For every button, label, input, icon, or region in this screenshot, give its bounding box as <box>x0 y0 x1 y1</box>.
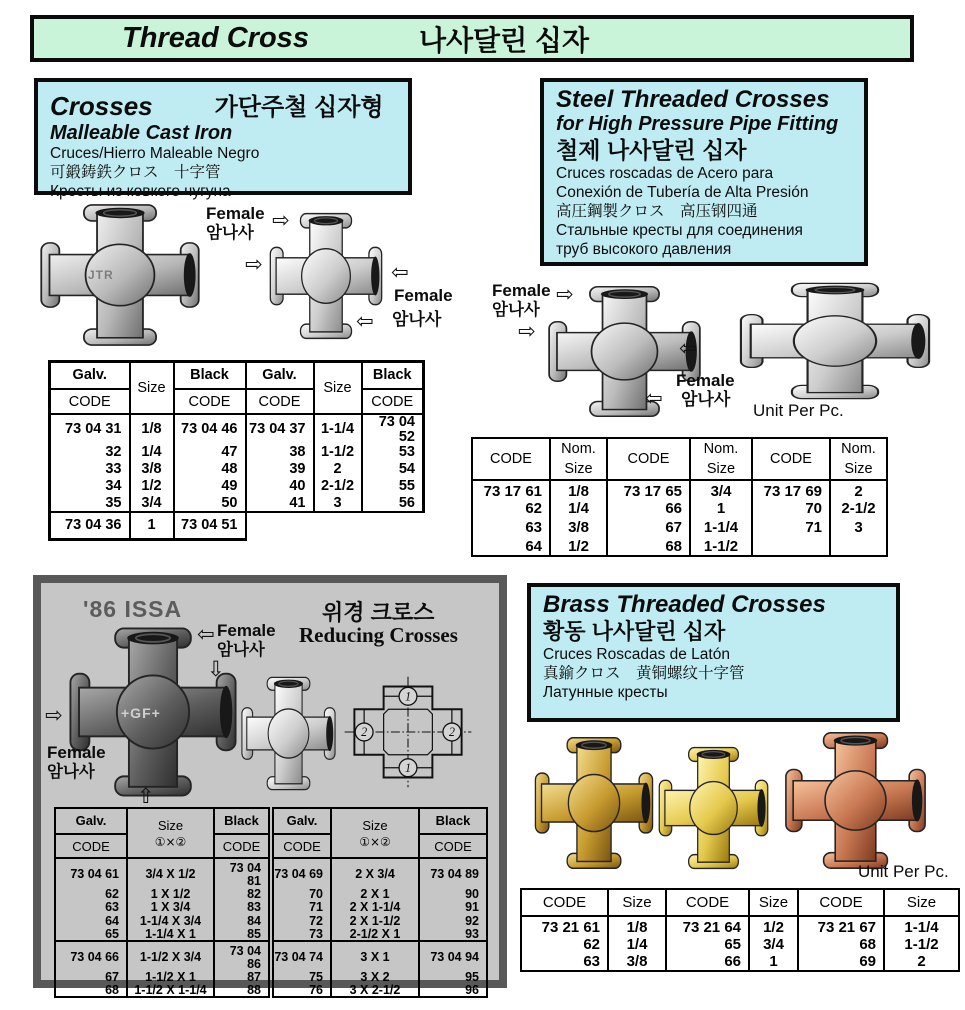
table-cell <box>362 512 424 539</box>
table-cell: 1-1/4 <box>314 414 362 444</box>
table-cell: 73 17 61 <box>472 480 550 499</box>
photo-gf-marking: +GF+ <box>121 705 161 721</box>
female-label: Female 암나사 <box>217 621 276 659</box>
brass-info-box <box>527 583 900 722</box>
reducing-spec-table <box>54 807 488 998</box>
issa-heading: '86 ISSA <box>83 596 183 622</box>
table-cell: 84 <box>214 914 271 928</box>
table-cell: 1 <box>130 512 174 539</box>
table-cell: 2-1/2 X 1 <box>331 928 419 942</box>
table-cell: 73 04 69 <box>271 858 331 887</box>
column-header: Size <box>884 889 959 916</box>
malleable-subtitle: Malleable Cast Iron <box>50 122 233 144</box>
table-cell: 92 <box>419 914 487 928</box>
arrow-left-icon: ⇦ <box>645 386 663 410</box>
malleable-line-japanese: 可鍛鋳鉄クロス 十字管 <box>50 163 221 181</box>
steel-spec-table <box>471 437 888 557</box>
brass-cross-photo-1 <box>533 735 655 871</box>
column-header: CODE <box>521 889 608 916</box>
table-cell: 73 04 31 <box>50 414 130 444</box>
column-header: Black CODE <box>174 362 246 415</box>
photo-brand-marking: JTR <box>88 268 114 282</box>
table-cell: 73 <box>271 928 331 942</box>
diagram-port-number: 2 <box>448 725 455 740</box>
column-header: Galv. CODE <box>246 362 314 415</box>
unit-per-pc-label: Unit Per Pc. <box>753 401 844 420</box>
table-cell: 1-1/2 X 1 <box>127 970 214 984</box>
table-cell: 91 <box>419 901 487 915</box>
table-cell <box>314 512 362 539</box>
column-header: Size <box>608 889 666 916</box>
steel-line-spanish-2: Conexión de Tubería de Alta Presión <box>556 184 809 202</box>
table-row <box>55 970 487 984</box>
table-cell: 3 X 1 <box>331 941 419 970</box>
table-cell: 68 <box>607 537 690 556</box>
table-cell: 55 <box>362 478 424 495</box>
table-row <box>50 512 424 539</box>
table-cell: 1-1/4 <box>884 916 959 935</box>
table-cell: 1/2 <box>749 916 798 935</box>
table-cell: 73 04 94 <box>419 941 487 970</box>
table-cell: 2 X 1-1/2 <box>331 914 419 928</box>
female-label: Female 암나사 <box>206 204 265 242</box>
page-header <box>30 15 914 62</box>
malleable-spec-table <box>48 360 425 541</box>
arrow-right-icon: ⇨ <box>556 282 574 306</box>
table-cell: 3/4 X 1/2 <box>127 858 214 887</box>
brass-cross-photo-3 <box>783 730 928 871</box>
table-cell: 63 <box>521 953 608 971</box>
steel-line-russian-2: труб высокого давления <box>556 240 732 258</box>
table-cell: 1-1/2 <box>314 444 362 461</box>
reducing-panel <box>33 575 507 997</box>
table-cell: 3 X 2 <box>331 970 419 984</box>
steel-info-box <box>540 78 868 266</box>
table-cell: 3/8 <box>550 518 607 537</box>
female-label-korean: 암나사 <box>681 390 731 409</box>
table-cell: 67 <box>607 518 690 537</box>
malleable-line-spanish: Cruces/Hierro Maleable Negro <box>50 145 260 162</box>
table-cell <box>752 537 830 556</box>
table-row <box>55 887 487 901</box>
table-cell: 62 <box>521 935 608 953</box>
table-cell: 40 <box>246 478 314 495</box>
table-cell: 68 <box>55 984 127 998</box>
column-header: Size ①×② <box>127 808 214 858</box>
table-cell: 2 <box>884 953 959 971</box>
table-cell: 73 04 66 <box>55 941 127 970</box>
table-row <box>50 414 424 444</box>
brass-spec-table <box>520 888 960 972</box>
table-cell: 73 17 65 <box>607 480 690 499</box>
table-cell: 73 21 64 <box>666 916 749 935</box>
column-header: Galv. CODE <box>50 362 130 415</box>
table-row <box>55 984 487 998</box>
arrow-left-icon: ⇦ <box>391 260 409 284</box>
table-cell: 73 21 61 <box>521 916 608 935</box>
table-cell: 73 04 36 <box>50 512 130 539</box>
table-cell <box>246 512 314 539</box>
table-cell: 2 X 1-1/4 <box>331 901 419 915</box>
female-label: Female <box>394 286 453 305</box>
table-cell: 73 04 46 <box>174 414 246 444</box>
arrow-right-icon: ⇨ <box>245 252 263 276</box>
arrow-left-icon: ⇦ <box>197 622 215 646</box>
table-cell: 41 <box>246 495 314 512</box>
table-cell: 3/8 <box>608 953 666 971</box>
column-header: Size ①×② <box>331 808 419 858</box>
table-cell: 2 <box>830 480 887 499</box>
table-cell: 3 X 2-1/2 <box>331 984 419 998</box>
column-header: CODE <box>798 889 884 916</box>
steel-cross-photo-right <box>737 281 933 401</box>
table-cell: 75 <box>271 970 331 984</box>
table-cell: 2 <box>314 461 362 478</box>
table-cell: 87 <box>214 970 271 984</box>
brass-line-japanese: 真鍮クロス 黄铜螺纹十字管 <box>543 664 745 682</box>
brass-line-russian: Латунные кресты <box>543 683 668 701</box>
table-cell: 62 <box>55 887 127 901</box>
table-cell: 83 <box>214 901 271 915</box>
table-row <box>521 935 959 953</box>
table-row <box>55 858 487 887</box>
table-cell: 2 X 1 <box>331 887 419 901</box>
table-cell: 1-1/2 <box>690 537 752 556</box>
table-cell: 73 21 67 <box>798 916 884 935</box>
female-label: Female 암나사 <box>492 281 551 319</box>
brass-line-spanish: Cruces Roscadas de Latón <box>543 645 730 663</box>
table-cell: 1/4 <box>130 444 174 461</box>
table-cell: 3/4 <box>130 495 174 512</box>
table-cell: 1/8 <box>608 916 666 935</box>
column-header: Black CODE <box>362 362 424 415</box>
table-cell: 62 <box>472 499 550 518</box>
arrow-up-icon: ⇧ <box>137 784 155 808</box>
table-cell: 88 <box>214 984 271 998</box>
table-cell: 73 17 69 <box>752 480 830 499</box>
table-cell: 2-1/2 <box>314 478 362 495</box>
table-row <box>521 953 959 971</box>
table-cell: 76 <box>271 984 331 998</box>
table-cell: 73 04 86 <box>214 941 271 970</box>
malleable-title: Crosses <box>50 91 153 121</box>
table-cell: 71 <box>271 901 331 915</box>
table-cell: 54 <box>362 461 424 478</box>
malleable-info-box <box>34 78 412 200</box>
diagram-port-number: 1 <box>404 760 412 775</box>
table-cell: 3 <box>314 495 362 512</box>
table-cell: 73 04 52 <box>362 414 424 444</box>
table-cell: 73 04 81 <box>214 858 271 887</box>
table-cell: 48 <box>174 461 246 478</box>
table-cell: 3/4 <box>690 480 752 499</box>
reducing-title: Reducing Crosses <box>299 623 458 647</box>
arrow-left-icon: ⇦ <box>356 309 374 333</box>
diagram-port-number: 1 <box>404 689 412 704</box>
unit-per-pc-label: Unit Per Pc. <box>858 862 949 881</box>
table-cell: 96 <box>419 984 487 998</box>
table-cell: 1/2 <box>130 478 174 495</box>
arrow-right-icon: ⇨ <box>45 703 63 727</box>
column-header: Galv. CODE <box>55 808 127 858</box>
table-cell: 64 <box>472 537 550 556</box>
table-cell: 1 X 3/4 <box>127 901 214 915</box>
table-cell: 53 <box>362 444 424 461</box>
table-row <box>55 941 487 970</box>
table-cell: 69 <box>798 953 884 971</box>
table-row <box>50 478 424 495</box>
table-row <box>472 518 887 537</box>
table-cell: 73 04 37 <box>246 414 314 444</box>
table-cell: 82 <box>214 887 271 901</box>
table-cell: 1/8 <box>130 414 174 444</box>
reducing-title-korean: 위경 크로스 <box>322 600 435 625</box>
column-header: CODE <box>607 438 690 480</box>
table-cell: 70 <box>752 499 830 518</box>
column-header: Size <box>749 889 798 916</box>
steel-subtitle: for High Pressure Pipe Fitting <box>556 113 839 136</box>
column-header: CODE <box>472 438 550 480</box>
table-cell: 35 <box>50 495 130 512</box>
table-cell: 95 <box>419 970 487 984</box>
steel-title: Steel Threaded Crosses <box>556 86 830 113</box>
table-cell: 67 <box>55 970 127 984</box>
table-row <box>55 901 487 915</box>
table-cell: 1-1/2 X 3/4 <box>127 941 214 970</box>
table-cell: 73 04 61 <box>55 858 127 887</box>
column-header: Nom. Size <box>690 438 752 480</box>
table-cell <box>830 537 887 556</box>
table-row <box>50 461 424 478</box>
table-row <box>472 537 887 556</box>
column-header: Galv. CODE <box>271 808 331 858</box>
table-cell: 65 <box>666 935 749 953</box>
table-cell: 93 <box>419 928 487 942</box>
table-cell: 56 <box>362 495 424 512</box>
table-cell: 66 <box>666 953 749 971</box>
table-row <box>472 499 887 518</box>
table-cell: 90 <box>419 887 487 901</box>
arrow-right-icon: ⇨ <box>272 208 290 232</box>
arrow-right-icon: ⇨ <box>518 319 536 343</box>
table-cell: 1-1/4 <box>690 518 752 537</box>
column-header: Size <box>314 362 362 415</box>
page-title-korean: 나사달린 십자 <box>418 24 590 56</box>
arrow-left-icon: ⇦ <box>679 336 697 360</box>
female-label: Female 암나사 <box>47 743 106 781</box>
table-cell: 63 <box>472 518 550 537</box>
table-cell: 70 <box>271 887 331 901</box>
female-label-korean: 암나사 <box>392 310 442 329</box>
column-header: CODE <box>666 889 749 916</box>
column-header: CODE <box>752 438 830 480</box>
column-header: Nom. Size <box>550 438 607 480</box>
reducing-cross-photo-small <box>240 675 337 792</box>
table-cell: 38 <box>246 444 314 461</box>
table-row <box>521 916 959 935</box>
table-cell: 2 X 3/4 <box>331 858 419 887</box>
table-cell: 3 <box>830 518 887 537</box>
column-header: Black CODE <box>419 808 487 858</box>
table-cell: 1/4 <box>550 499 607 518</box>
table-row <box>55 914 487 928</box>
table-row <box>55 928 487 942</box>
table-cell: 39 <box>246 461 314 478</box>
table-cell: 85 <box>214 928 271 942</box>
table-cell: 72 <box>271 914 331 928</box>
table-cell: 73 04 74 <box>271 941 331 970</box>
table-cell: 3/4 <box>749 935 798 953</box>
table-cell: 47 <box>174 444 246 461</box>
arrow-down-icon: ⇩ <box>207 657 225 681</box>
table-cell: 64 <box>55 914 127 928</box>
table-cell: 1/8 <box>550 480 607 499</box>
table-cell: 1-1/4 X 1 <box>127 928 214 942</box>
table-cell: 1-1/2 <box>884 935 959 953</box>
page-title: Thread Cross <box>122 22 309 54</box>
table-cell: 33 <box>50 461 130 478</box>
reducing-cross-diagram <box>343 667 473 797</box>
steel-line-spanish-1: Cruces roscadas de Acero para <box>556 165 774 183</box>
steel-line-japanese: 高圧鋼製クロス 高压钢四通 <box>556 202 758 220</box>
table-cell: 1 X 1/2 <box>127 887 214 901</box>
table-cell: 32 <box>50 444 130 461</box>
table-cell: 1 <box>690 499 752 518</box>
table-row <box>472 480 887 499</box>
malleable-line-russian: Кресты из ковкого чугуна <box>50 182 231 200</box>
table-cell: 71 <box>752 518 830 537</box>
table-cell: 1/4 <box>608 935 666 953</box>
steel-title-korean: 철제 나사달린 십자 <box>556 137 747 164</box>
column-header: Black CODE <box>214 808 271 858</box>
table-cell: 68 <box>798 935 884 953</box>
table-cell: 1 <box>749 953 798 971</box>
table-cell: 73 04 89 <box>419 858 487 887</box>
steel-line-russian-1: Стальные кресты для соединения <box>556 221 803 239</box>
table-cell: 34 <box>50 478 130 495</box>
table-cell: 50 <box>174 495 246 512</box>
column-header: Size <box>130 362 174 415</box>
malleable-title-korean: 가단주철 십자형 <box>214 94 384 121</box>
table-cell: 1/2 <box>550 537 607 556</box>
malleable-cross-photo-large <box>38 202 202 348</box>
table-row <box>50 495 424 512</box>
column-header: Nom. Size <box>830 438 887 480</box>
table-cell: 73 04 51 <box>174 512 246 539</box>
table-cell: 2-1/2 <box>830 499 887 518</box>
brass-cross-photo-2 <box>657 745 770 871</box>
table-cell: 63 <box>55 901 127 915</box>
brass-title-korean: 황동 나사달린 십자 <box>543 619 726 645</box>
table-cell: 65 <box>55 928 127 942</box>
table-row <box>50 444 424 461</box>
table-cell: 66 <box>607 499 690 518</box>
diagram-port-number: 2 <box>361 725 368 740</box>
table-cell: 1-1/2 X 1-1/4 <box>127 984 214 998</box>
table-cell: 3/8 <box>130 461 174 478</box>
table-cell: 1-1/4 X 3/4 <box>127 914 214 928</box>
brass-title: Brass Threaded Crosses <box>543 591 826 618</box>
female-label: Female <box>676 371 735 390</box>
table-cell: 49 <box>174 478 246 495</box>
